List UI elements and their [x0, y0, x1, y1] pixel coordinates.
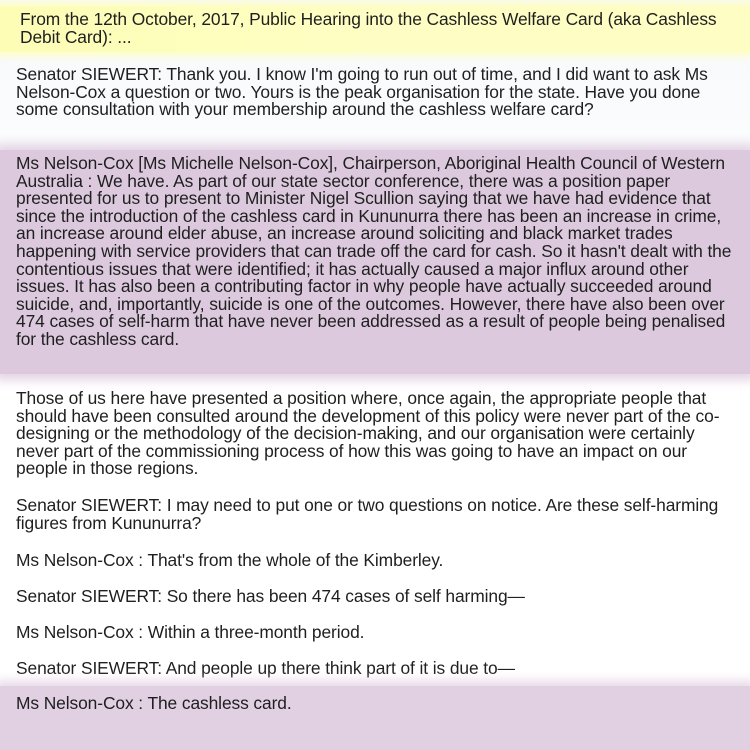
- paragraph-siewert-notice: Senator SIEWERT: I may need to put one or two questions on notice. Are these self-harming figures from Kununurra?: [16, 495, 719, 533]
- paragraph-nelson-cox-period: Ms Nelson-Cox : Within a three-month period.: [16, 622, 365, 642]
- paragraph-siewert-due-to: Senator SIEWERT: And people up there think part of it is due to—: [16, 658, 515, 678]
- paragraph-nelson-cox-kimberley: Ms Nelson-Cox : That's from the whole of the Kimberley.: [16, 550, 444, 570]
- paragraph-siewert-question: Senator SIEWERT: Thank you. I know I'm going to run out of time, and I did want to ask Ms Nelson-Cox a question or two. Yours is the peak organisation for the state. Have you done some consultation with your membership around the cashless welfare card?: [16, 64, 708, 120]
- paragraph-nelson-cox-position: Those of us here have presented a position where, once again, the appropriate people that should have been consulted around the development of this policy were never part of the co-designing or the methodology of the decision-making, and our organisation were certainly never part of the commissioning process of how this was going to have an impact on our people in those regions.: [16, 388, 720, 479]
- paragraph-nelson-cox-cashless-card: Ms Nelson-Cox : The cashless card.: [0, 686, 750, 750]
- paragraph-nelson-cox-response: Ms Nelson-Cox [Ms Michelle Nelson-Cox], Chairperson, Aboriginal Health Council of Western Australia : We have. As part of our state sector conference, there was a position paper presented for us to present to Minister Nigel Scullion saying that we have had evidence that since the introduction of the cashless card in Kununurra there has been an increase in crime, an increase around elder abuse, an increase around soliciting and black market trades happening with service providers that can trade off the card for cash. So it hasn't dealt with the contentious issues that were identified; it has actually caused a major influx around other issues. It has also been a contributing factor in why people have actually succeeded around suicide, and, importantly, suicide is one of the outcomes. However, there have also been over 474 cases of self-harm that have never been addressed as a result of people being penalised for the cashless card.: [0, 150, 750, 374]
- paragraph-siewert-474: Senator SIEWERT: So there has been 474 cases of self harming—: [16, 586, 525, 606]
- document-header: [0, 6, 750, 52]
- header-text: From the 12th October, 2017, Public Hearing into the Cashless Welfare Card (aka Cashless Debit Card): ...: [20, 9, 717, 47]
